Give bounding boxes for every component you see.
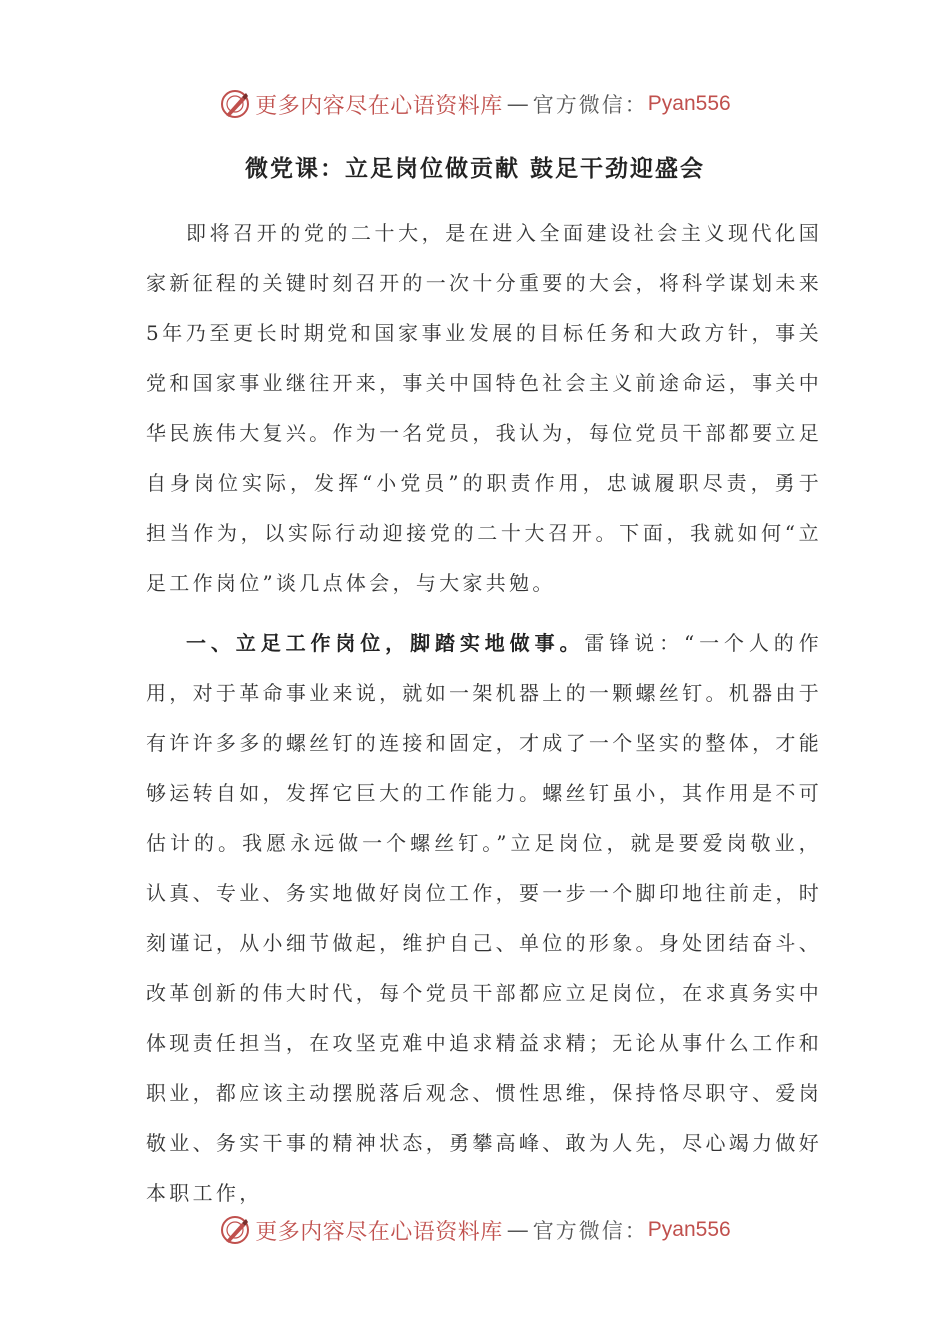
banner-wechat-label: 官方微信： <box>532 93 648 117</box>
document-title: 微党课：立足岗位做贡献 鼓足干劲迎盛会 <box>244 156 705 182</box>
document-body <box>146 208 822 1218</box>
footer-banner <box>0 1210 950 1250</box>
banner-text: 更多内容尽在心语资料库 <box>255 93 503 119</box>
banner-wechat-id: Pyan556 <box>647 1218 731 1241</box>
paragraph-section-1 <box>146 618 822 1218</box>
paragraph-intro <box>146 208 822 608</box>
pen-logo-icon <box>219 88 251 120</box>
paragraph-text: 雷锋说：“一个人的作用，对于革命事业来说，就如一架机器上的一颗螺丝钉。机器由于有许许多多的螺丝钉的连接和固定，才成了一个坚实的整体，才能够运转自如，发挥它巨大的工作能力。螺丝钉虽小，其作用是不可估计的。我愿永远做一个螺丝钉。”立足岗位，就是要爱岗敬业，认真、专业、务实地做好岗位工作，要一步一个脚印地往前走，时刻谨记，从小细节做起，维护自己、单位的形象。身处团结奋斗、改革创新的伟大时代，每个党员干部都应立足岗位，在求真务实中体现责任担当，在攻坚克难中追求精益求精；无论从事什么工作和职业，都应该主动摆脱落后观念、惯性思维，保持恪尽职守、爱岗敬业、务实干事的精神状态，勇攀高峰、敢为人先，尽心竭力做好本职工作， <box>146 631 822 1205</box>
section-heading: 一、立足工作岗位，脚踏实地做事。 <box>186 631 585 655</box>
banner-dash: — <box>506 1217 529 1243</box>
pen-logo-icon <box>219 1214 251 1246</box>
banner-dash: — <box>506 91 529 117</box>
banner-text: 更多内容尽在心语资料库 <box>255 1219 503 1245</box>
banner-wechat-label: 官方微信： <box>532 1219 648 1243</box>
header-banner <box>0 84 950 124</box>
banner-wechat-id: Pyan556 <box>647 92 731 115</box>
paragraph-text: 即将召开的党的二十大，是在进入全面建设社会主义现代化国家新征程的关键时刻召开的一次十分重要的大会，将科学谋划未来5年乃至更长时期党和国家事业发展的目标任务和大政方针，事关党和国家事业继往开来，事关中国特色社会主义前途命运，事关中华民族伟大复兴。作为一名党员，我认为，每位党员干部都要立足自身岗位实际，发挥“小党员”的职责作用，忠诚履职尽责，勇于担当作为，以实际行动迎接党的二十大召开。下面，我就如何“立足工作岗位”谈几点体会，与大家共勉。 <box>146 221 822 595</box>
